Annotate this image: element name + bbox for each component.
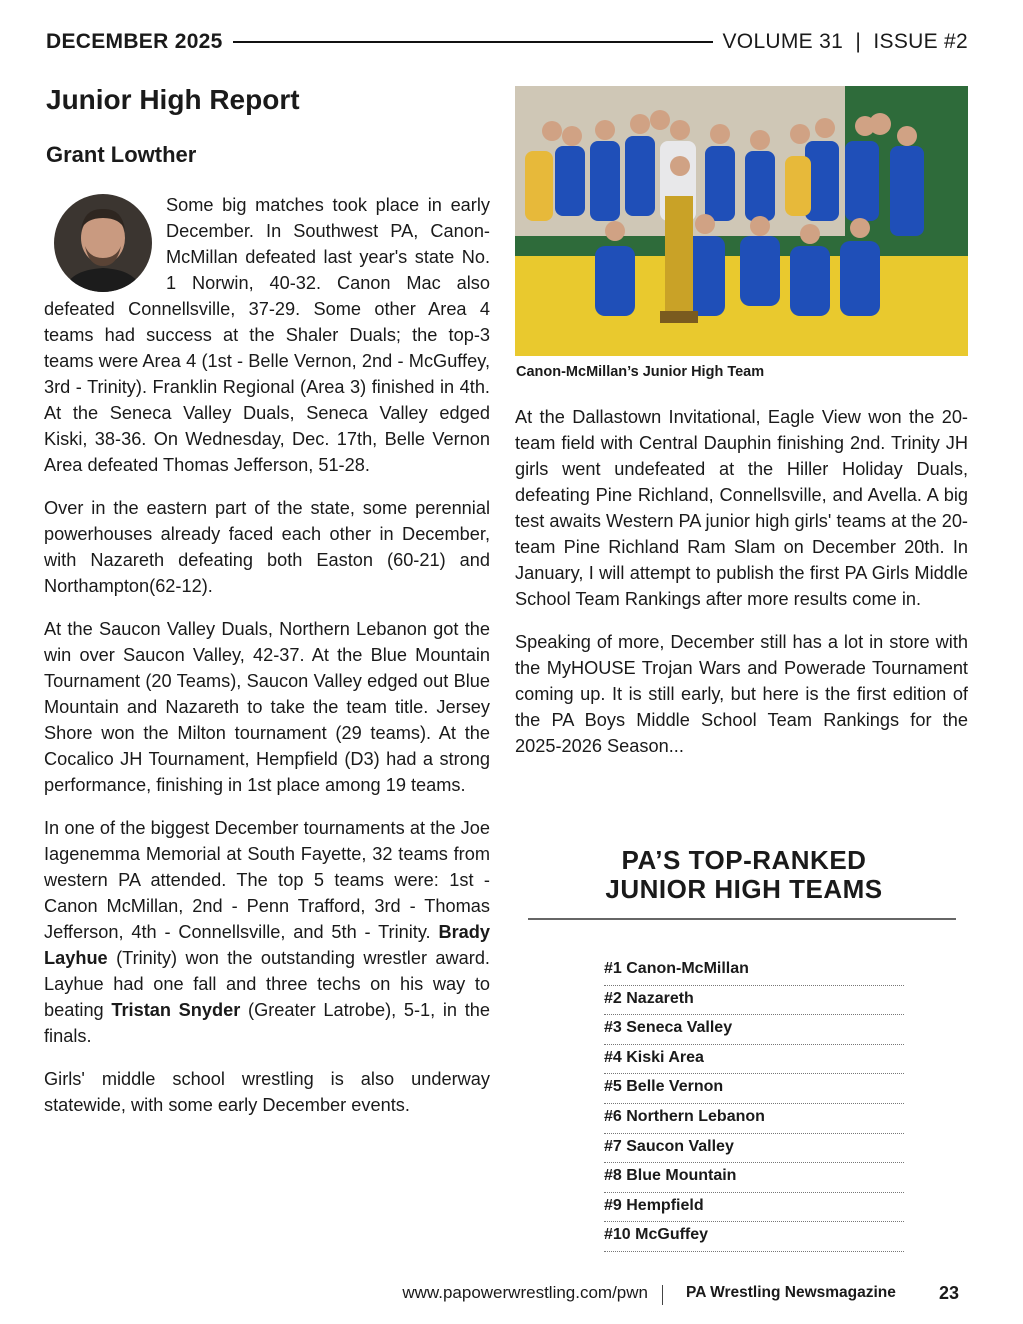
page-number: 23: [939, 1283, 960, 1303]
right-column: [515, 404, 968, 776]
team-photo: [515, 86, 968, 356]
ranking-item: #5 Belle Vernon: [604, 1074, 904, 1104]
paragraph-1: Some big matches took place in early December. In Southwest PA, Canon-McMillan defeated last year's state No. 1 Norwin, 40-32. Canon Mac also defeated Connellsville, 37-29. Some other Area 4 teams had success at the Shaler Duals; the top-3 teams were Area 4 (1st - Belle Vernon, 2nd - McGuffey, 3rd - Trinity). Franklin Regional (Area 3) finished in 4th. At the Seneca Valley Duals, Seneca Valley edged Kiski, 38-36. On Wednesday, Dec. 17th, Belle Vernon Area defeated Thomas Jefferson, 51-28.: [44, 195, 490, 475]
page-footer: [0, 1283, 1023, 1309]
paragraph-4: In one of the biggest December tournaments at the Joe Iagenemma Memorial at South Fayette, 32 teams from western PA attended. The top 5 teams were: 1st - Canon McMillan, 2nd - Penn Trafford, 3rd - Thomas Jefferson, 4th - Connellsville, and 5th - Trinity. Brady Layhue (Trinity) won the outstanding wrestler award. Layhue had one fall and three techs on his way to beating Tristan Snyder (Greater Latrobe), 5-1, in the finals.: [44, 818, 491, 1046]
ranking-item: #10 McGuffey: [604, 1222, 904, 1252]
issue-date: DECEMBER 2025: [46, 30, 223, 53]
left-column: [44, 192, 490, 1135]
header-rule: [233, 41, 713, 43]
article-title: Junior High Report: [46, 84, 300, 115]
rankings-title: PA’S TOP-RANKED JUNIOR HIGH TEAMS: [605, 845, 883, 904]
paragraph-3: At the Saucon Valley Duals, Northern Lebanon got the win over Saucon Valley, 42-37. At the Blue Mountain Tournament (20 Teams), Saucon Valley edged out Blue Mountain and Nazareth to take the team title. Jersey Shore won the Milton tournament (29 teams). At the Cocalico JH Tournament, Hempfield (D3) had a strong performance, finishing in 1st place among 19 teams.: [44, 619, 490, 795]
paragraph-7: Speaking of more, December still has a lot in store with the MyHOUSE Trojan Wars and Powerade Tournament coming up. It is still early, but here is the first edition of the PA Boys Middle School Team Rankings for the 2025-2026 Season...: [515, 632, 968, 756]
footer-url[interactable]: www.papowerwrestling.com/pwn: [402, 1283, 648, 1302]
rankings-divider: [528, 918, 956, 920]
photo-caption: Canon-McMillan’s Junior High Team: [516, 364, 765, 380]
athlete-name: Brady Layhue: [44, 922, 491, 968]
ranking-item: #2 Nazareth: [604, 986, 904, 1016]
article-author: Grant Lowther: [46, 142, 197, 167]
ranking-item: #9 Hempfield: [604, 1193, 904, 1223]
paragraph-2: Over in the eastern part of the state, some perennial powerhouses already faced each other in December, with Nazareth defeating both Easton (60-21) and Northampton(62-12).: [44, 498, 490, 596]
page-header: [46, 28, 968, 56]
author-headshot: [54, 194, 152, 292]
magazine-name: PA Wrestling Newsmagazine: [686, 1284, 896, 1301]
footer-separator: [662, 1285, 663, 1305]
athlete-name: Tristan Snyder: [111, 1000, 241, 1020]
rankings-list: [604, 956, 904, 1252]
paragraph-6: At the Dallastown Invitational, Eagle View won the 20-team field with Central Dauphin finishing 2nd. Trinity JH girls went undefeated at the Hiller Holiday Duals, defeating Pine Richland, Connellsville, and Avella. A big test awaits Western PA junior high girls' teams at the 20-team Pine Richland Ram Slam on December 20th. In January, I will attempt to publish the first PA Girls Middle School Team Rankings after more results come in.: [515, 407, 968, 609]
ranking-item: #4 Kiski Area: [604, 1045, 904, 1075]
ranking-item: #8 Blue Mountain: [604, 1163, 904, 1193]
ranking-item: #3 Seneca Valley: [604, 1015, 904, 1045]
ranking-item: #7 Saucon Valley: [604, 1134, 904, 1164]
volume-issue: VOLUME 31 | ISSUE #2: [722, 30, 968, 53]
ranking-item: #6 Northern Lebanon: [604, 1104, 904, 1134]
paragraph-5: Girls' middle school wrestling is also underway statewide, with some early December events.: [44, 1069, 490, 1115]
ranking-item: #1 Canon-McMillan: [604, 956, 904, 986]
